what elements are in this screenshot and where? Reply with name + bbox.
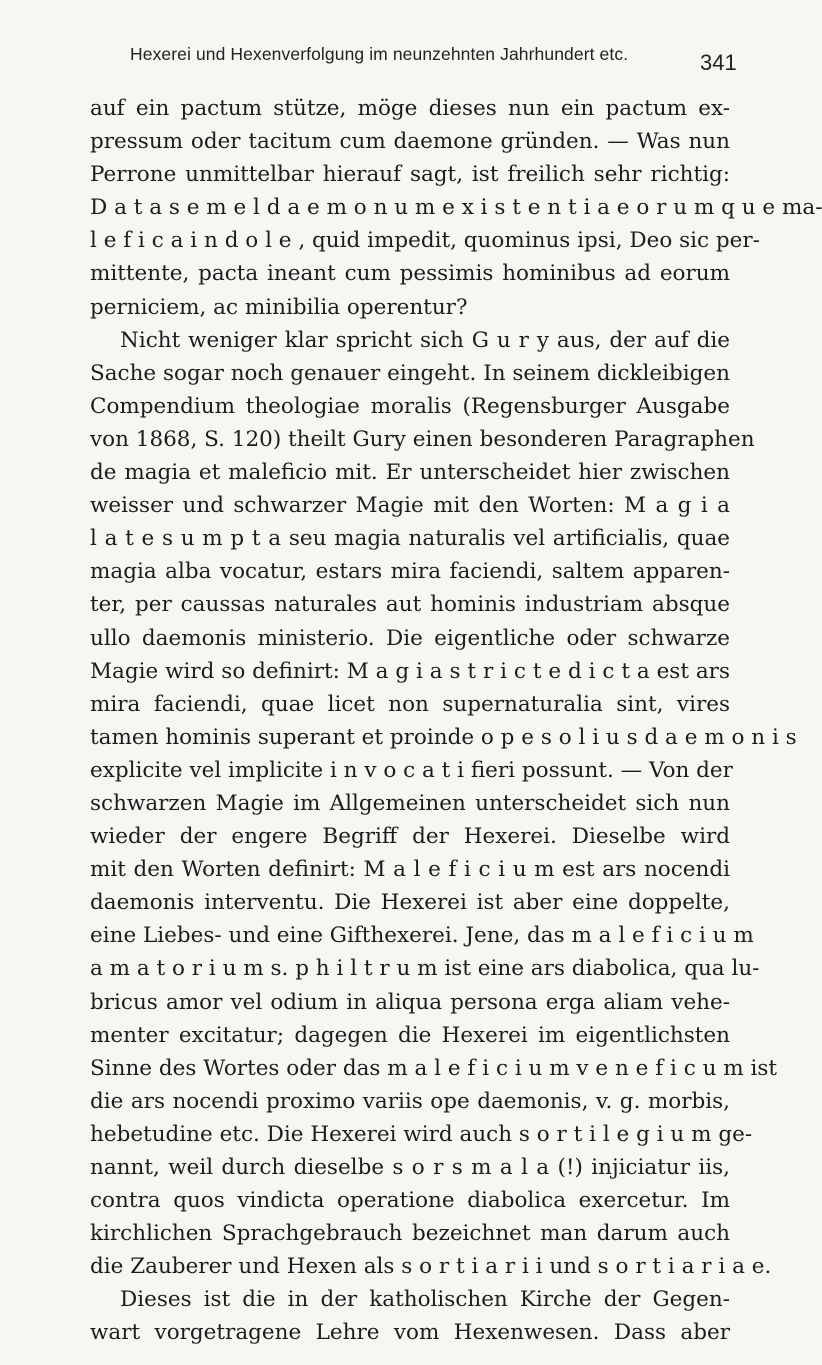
text-line: wart vorgetragene Lehre vom Hexenwesen. Dass aber bbox=[90, 1320, 730, 1346]
text-line: Sinne des Wortes oder das m a l e f i c i u m v e n e f i c u m ist bbox=[90, 1055, 778, 1081]
text-line: mit den Worten definirt: M a l e f i c i u m est ars nocendi bbox=[90, 857, 730, 883]
text-line: Compendium theologiae moralis (Regensburger Ausgabe bbox=[90, 393, 730, 419]
text-line: explicite vel implicite i n v o c a t i fieri possunt. — Von der bbox=[90, 757, 733, 783]
text-line: kirchlichen Sprachgebrauch bezeichnet man darum auch bbox=[90, 1221, 730, 1247]
text-line: menter excitatur; dagegen die Hexerei im eigentlichsten bbox=[90, 1022, 730, 1048]
text-line: schwarzen Magie im Allgemeinen unterscheidet sich nun bbox=[90, 790, 730, 816]
text-line: hebetudine etc. Die Hexerei wird auch s o r t i l e g i u m ge- bbox=[90, 1121, 753, 1147]
text-line: bricus amor vel odium in aliqua persona erga aliam vehe- bbox=[90, 989, 730, 1015]
running-head: Hexerei und Hexenverfolgung im neunzehnten Jahrhundert etc. bbox=[130, 44, 629, 64]
text-line: a m a t o r i u m s. p h i l t r u m ist eine ars diabolica, qua lu- bbox=[90, 956, 760, 982]
page-number: 341 bbox=[700, 50, 737, 75]
body-text bbox=[90, 92, 822, 1350]
text-line: mira faciendi, quae licet non supernaturalia sint, vires bbox=[90, 691, 730, 717]
text-line: magia alba vocatur, estars mira faciendi, saltem apparen- bbox=[90, 559, 730, 585]
text-line: nannt, weil durch dieselbe s o r s m a l a (!) injiciatur iis, bbox=[90, 1155, 730, 1180]
text-line: die ars nocendi proximo variis ope daemonis, v. g. morbis, bbox=[90, 1088, 730, 1114]
text-line: mittente, pacta ineant cum pessimis hominibus ad eorum bbox=[90, 261, 730, 287]
text-line: daemonis interventu. Die Hexerei ist aber eine doppelte, bbox=[90, 890, 730, 916]
text-line: pressum oder tacitum cum daemone gründen. — Was nun bbox=[90, 129, 730, 155]
text-line: l a t e s u m p t a seu magia naturalis vel artificialis, quae bbox=[90, 526, 730, 552]
text-line: de magia et maleficio mit. Er unterscheidet hier zwischen bbox=[90, 460, 730, 486]
text-line: auf ein pactum stütze, möge dieses nun ein pactum ex- bbox=[90, 96, 730, 121]
text-line: Nicht weniger klar spricht sich G u r y aus, der auf die bbox=[120, 327, 730, 353]
text-line: Dieses ist die in der katholischen Kirche der Gegen- bbox=[120, 1287, 730, 1313]
text-line: Magie wird so definirt: M a g i a s t r i c t e d i c t a est ars bbox=[90, 658, 730, 684]
text-line: tamen hominis superant et proinde o p e s o l i u s d a e m o n i s bbox=[90, 724, 797, 750]
text-line: l e f i c a i n d o l e , quid impedit, quominus ipsi, Deo sic per- bbox=[90, 228, 760, 254]
text-line: ter, per caussas naturales aut hominis industriam absque bbox=[90, 592, 730, 618]
text-line: weisser und schwarzer Magie mit den Worten: M a g i a bbox=[90, 493, 730, 519]
text-line: contra quos vindicta operatione diabolica exercetur. Im bbox=[90, 1188, 730, 1214]
text-line: Sache sogar noch genauer eingeht. In seinem dickleibigen bbox=[90, 360, 730, 386]
text-line: Perrone unmittelbar hierauf sagt, ist freilich sehr richtig: bbox=[90, 162, 730, 188]
text-line: perniciem, ac minibilia operentur? bbox=[90, 294, 468, 320]
text-line: ullo daemonis ministerio. Die eigentliche oder schwarze bbox=[90, 625, 730, 651]
text-line: von 1868, S. 120) theilt Gury einen besonderen Paragraphen bbox=[90, 426, 755, 452]
text-line: eine Liebes- und eine Gifthexerei. Jene, das m a l e f i c i u m bbox=[90, 923, 754, 949]
text-line: wieder der engere Begriff der Hexerei. Dieselbe wird bbox=[90, 824, 730, 850]
text-line: D a t a s e m e l d a e m o n u m e x i s t e n t i a e o r u m q u e ma- bbox=[90, 195, 822, 221]
text-line: die Zauberer und Hexen als s o r t i a r i i und s o r t i a r i a e. bbox=[90, 1254, 772, 1280]
